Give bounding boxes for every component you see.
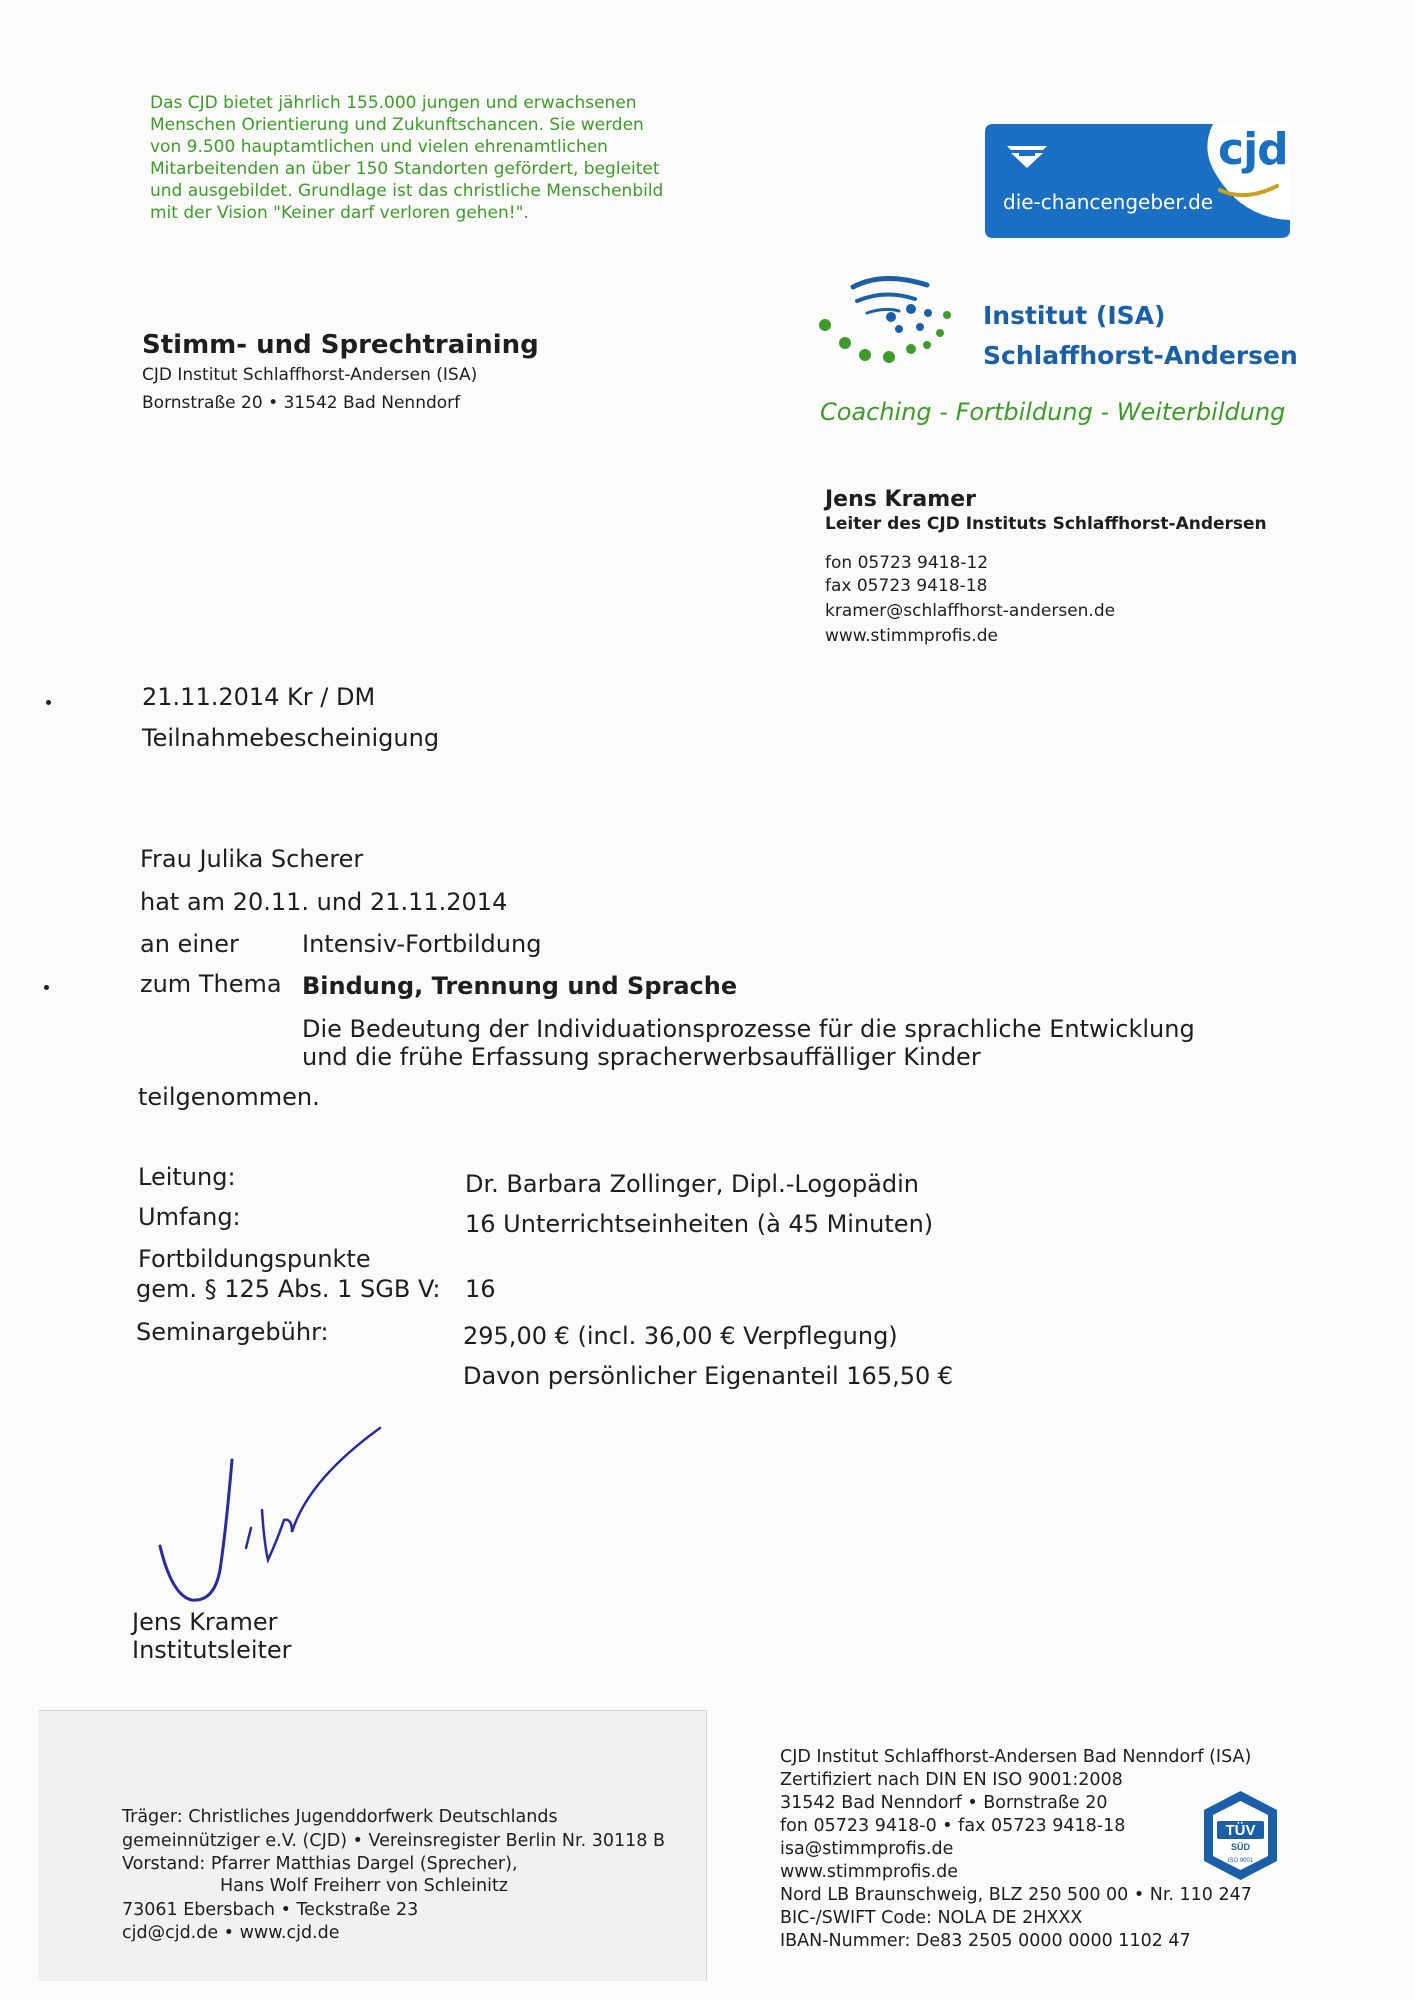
isa-logo-icon <box>815 265 965 375</box>
punkte-label-line2: gem. § 125 Abs. 1 SGB V: <box>136 1275 441 1303</box>
gebuehr-label: Seminargebühr: <box>136 1318 329 1346</box>
isa-slogan: Coaching - Fortbildung - Weiterbildung <box>820 398 1286 426</box>
footer-right-line: IBAN-Nummer: De83 2505 0000 0000 1102 47 <box>780 1931 1191 1951</box>
footer-left-line: Träger: Christliches Jugenddorfwerk Deutschlands <box>122 1807 558 1827</box>
recipient-name: Frau Julika Scherer <box>140 845 364 873</box>
signatory-title: Institutsleiter <box>132 1636 292 1664</box>
topic-description-line1: Die Bedeutung der Individuationsprozesse für die sprachliche Entwicklung <box>302 1015 1195 1043</box>
topic-label: zum Thema <box>140 970 282 998</box>
signatory-name: Jens Kramer <box>132 1608 278 1636</box>
sender-org: CJD Institut Schlaffhorst-Andersen (ISA) <box>142 365 478 385</box>
tuev-text: TÜV <box>1225 1822 1256 1839</box>
sender-title: Stimm- und Sprechtraining <box>142 330 539 360</box>
punkte-label-line1: Fortbildungspunkte <box>138 1245 371 1273</box>
leitung-label: Leitung: <box>138 1163 236 1191</box>
intro-line: Das CJD bietet jährlich 155.000 jungen und erwachsenen <box>150 93 637 113</box>
cjd-logo-letters: cjd <box>1218 124 1288 175</box>
intro-line: und ausgebildet. Grundlage ist das christliche Menschenbild <box>150 181 664 201</box>
fold-mark <box>46 700 51 705</box>
attendance-dates: hat am 20.11. und 21.11.2014 <box>140 888 508 916</box>
footer-left-line[interactable]: cjd@cjd.de • www.cjd.de <box>122 1923 340 1943</box>
cjd-logo-tagline: die-chancengeber.de <box>1003 190 1214 214</box>
contact-name: Jens Kramer <box>825 487 976 512</box>
footer-left-line: Hans Wolf Freiherr von Schleinitz <box>220 1876 508 1896</box>
intro-line: Menschen Orientierung und Zukunftschancen. Sie werden <box>150 115 644 135</box>
footer-right-line: Nord LB Braunschweig, BLZ 250 500 00 • Nr. 110 247 <box>780 1885 1252 1905</box>
intro-line: von 9.500 hauptamtlichen und vielen ehrenamtlichen <box>150 137 608 157</box>
contact-web[interactable]: www.stimmprofis.de <box>825 626 998 646</box>
tuev-iso: ISO 9001 <box>1227 1858 1254 1864</box>
contact-phone: fon 05723 9418-12 <box>825 553 989 573</box>
umfang-label: Umfang: <box>138 1203 241 1231</box>
isa-name-line2: Schlaffhorst-Andersen <box>983 341 1298 370</box>
event-value: Intensiv-Fortbildung <box>302 930 542 958</box>
eigenanteil: Davon persönlicher Eigenanteil 165,50 € <box>463 1362 954 1390</box>
topic-title: Bindung, Trennung und Sprache <box>302 972 738 1000</box>
gebuehr-value: 295,00 € (incl. 36,00 € Verpflegung) <box>463 1322 898 1350</box>
footer-right-line[interactable]: isa@stimmprofis.de <box>780 1839 954 1859</box>
footer-right-line: BIC-/SWIFT Code: NOLA DE 2HXXX <box>780 1908 1083 1928</box>
punkte-value: 16 <box>465 1275 496 1303</box>
contact-fax: fax 05723 9418-18 <box>825 576 988 596</box>
event-label: an einer <box>140 930 239 958</box>
isa-name-line1: Institut (ISA) <box>983 301 1166 330</box>
date-reference: 21.11.2014 Kr / DM <box>142 683 376 711</box>
umfang-value: 16 Unterrichtseinheiten (à 45 Minuten) <box>465 1210 934 1238</box>
intro-line: Mitarbeitenden an über 150 Standorten gefördert, begleitet <box>150 159 660 179</box>
tuev-sub: SÜD <box>1230 1842 1251 1852</box>
footer-right-line: fon 05723 9418-0 • fax 05723 9418-18 <box>780 1816 1126 1836</box>
completion-text: teilgenommen. <box>138 1083 320 1111</box>
isa-logo-name <box>983 296 1298 376</box>
contact-email[interactable]: kramer@schlaffhorst-andersen.de <box>825 601 1116 621</box>
footer-right-line: 31542 Bad Nenndorf • Bornstraße 20 <box>780 1793 1108 1813</box>
sender-address: Bornstraße 20 • 31542 Bad Nenndorf <box>142 393 461 413</box>
footer-left-line: gemeinnütziger e.V. (CJD) • Vereinsregister Berlin Nr. 30118 B <box>122 1831 665 1851</box>
letter-subject: Teilnahmebescheinigung <box>142 724 440 752</box>
handwritten-signature <box>150 1420 390 1620</box>
topic-description-line2: und die frühe Erfassung spracherwerbsauffälliger Kinder <box>302 1043 981 1071</box>
fold-mark <box>44 985 49 990</box>
footer-right-line: CJD Institut Schlaffhorst-Andersen Bad Nenndorf (ISA) <box>780 1747 1252 1767</box>
leitung-value: Dr. Barbara Zollinger, Dipl.-Logopädin <box>465 1170 919 1198</box>
intro-line: mit der Vision "Keiner darf verloren gehen!". <box>150 203 529 223</box>
footer-right-line[interactable]: www.stimmprofis.de <box>780 1862 959 1882</box>
footer-right-line: Zertifiziert nach DIN EN ISO 9001:2008 <box>780 1770 1123 1790</box>
footer-left-line: Vorstand: Pfarrer Matthias Dargel (Sprecher), <box>122 1854 518 1874</box>
footer-left-line: 73061 Ebersbach • Teckstraße 23 <box>122 1900 419 1920</box>
tuev-certification-seal-icon <box>1193 1788 1288 1883</box>
cjd-intro-text <box>150 92 710 224</box>
contact-role: Leiter des CJD Instituts Schlaffhorst-Andersen <box>825 514 1267 534</box>
